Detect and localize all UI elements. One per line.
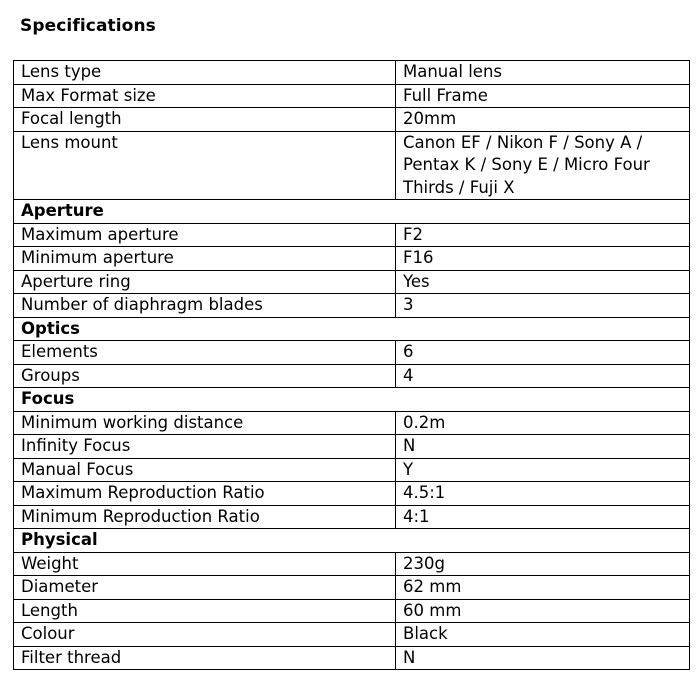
spec-label: Diameter <box>14 576 396 600</box>
spec-row <box>14 576 690 600</box>
spec-row <box>14 458 690 482</box>
spec-row <box>14 341 690 365</box>
spec-value: 3 <box>396 294 690 318</box>
spec-label: Colour <box>14 623 396 647</box>
spec-value: 230g <box>396 552 690 576</box>
spec-value: N <box>396 435 690 459</box>
spec-value: F16 <box>396 247 690 271</box>
spec-label: Lens mount <box>14 131 396 200</box>
section-header: Physical <box>14 529 690 553</box>
spec-value: Full Frame <box>396 84 690 108</box>
spec-row <box>14 108 690 132</box>
spec-row <box>14 84 690 108</box>
section-header-row <box>14 200 690 224</box>
spec-label: Number of diaphragm blades <box>14 294 396 318</box>
spec-label: Lens type <box>14 61 396 85</box>
spec-label: Elements <box>14 341 396 365</box>
spec-row <box>14 623 690 647</box>
spec-row <box>14 247 690 271</box>
specifications-table-body <box>14 61 690 670</box>
spec-label: Max Format size <box>14 84 396 108</box>
spec-label: Maximum aperture <box>14 223 396 247</box>
page-title: Specifications <box>20 16 156 36</box>
spec-label: Groups <box>14 364 396 388</box>
section-header-row <box>14 317 690 341</box>
section-header: Focus <box>14 388 690 412</box>
spec-label: Minimum working distance <box>14 411 396 435</box>
spec-value: F2 <box>396 223 690 247</box>
section-header-row <box>14 529 690 553</box>
section-header: Aperture <box>14 200 690 224</box>
spec-value: Black <box>396 623 690 647</box>
spec-value: N <box>396 646 690 670</box>
spec-label: Manual Focus <box>14 458 396 482</box>
spec-label: Focal length <box>14 108 396 132</box>
spec-value: 20mm <box>396 108 690 132</box>
spec-row <box>14 294 690 318</box>
spec-value: Manual lens <box>396 61 690 85</box>
spec-row <box>14 364 690 388</box>
spec-label: Filter thread <box>14 646 396 670</box>
spec-value: 0.2m <box>396 411 690 435</box>
spec-row <box>14 223 690 247</box>
specifications-table <box>13 60 690 670</box>
spec-label: Infinity Focus <box>14 435 396 459</box>
spec-value: 62 mm <box>396 576 690 600</box>
spec-row <box>14 482 690 506</box>
spec-label: Weight <box>14 552 396 576</box>
section-header: Optics <box>14 317 690 341</box>
spec-row <box>14 646 690 670</box>
spec-label: Length <box>14 599 396 623</box>
spec-value: Y <box>396 458 690 482</box>
spec-value: 4:1 <box>396 505 690 529</box>
spec-row <box>14 505 690 529</box>
spec-label: Aperture ring <box>14 270 396 294</box>
spec-value: Canon EF / Nikon F / Sony A / Pentax K / Sony E / Micro Four Thirds / Fuji X <box>396 131 690 200</box>
spec-label: Minimum Reproduction Ratio <box>14 505 396 529</box>
section-header-row <box>14 388 690 412</box>
spec-value: 60 mm <box>396 599 690 623</box>
spec-row <box>14 131 690 200</box>
spec-row <box>14 61 690 85</box>
spec-row <box>14 599 690 623</box>
spec-value: 4 <box>396 364 690 388</box>
spec-row <box>14 411 690 435</box>
spec-label: Minimum aperture <box>14 247 396 271</box>
spec-label: Maximum Reproduction Ratio <box>14 482 396 506</box>
spec-value: 6 <box>396 341 690 365</box>
spec-row <box>14 270 690 294</box>
spec-value: 4.5:1 <box>396 482 690 506</box>
spec-value: Yes <box>396 270 690 294</box>
spec-row <box>14 435 690 459</box>
spec-row <box>14 552 690 576</box>
